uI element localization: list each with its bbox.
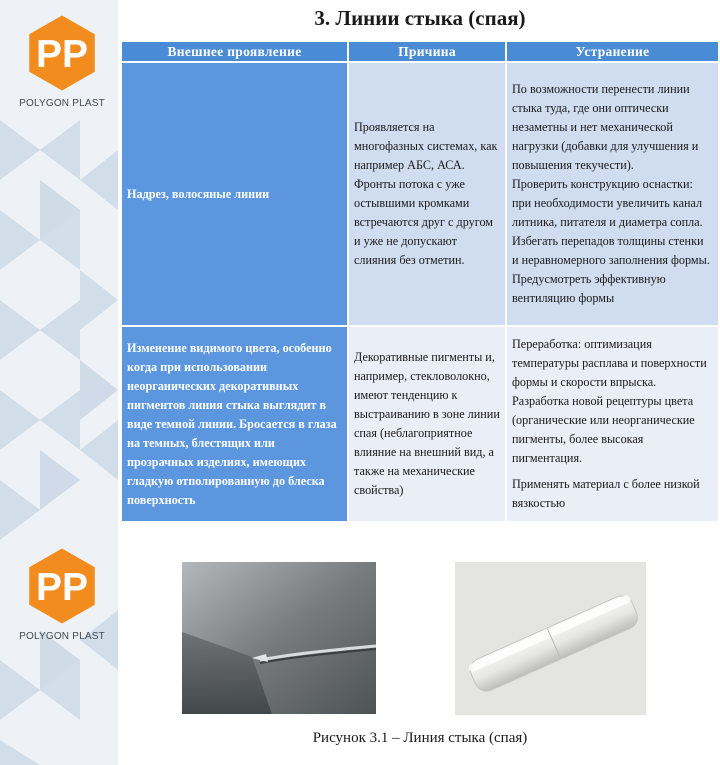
decorative-side-strip (0, 0, 118, 765)
remedy-cell (506, 326, 719, 522)
remedy-text: Переработка: оптимизация температуры расплава и поверхности формы и скорости впрыска. Разработка новой рецептуры цвета (органические или неорганические пигменты, более высокая пигментация. (512, 337, 707, 465)
cause-cell: Декоративные пигменты и, например, стекловолокно, имеют тенденцию к выстраиванию в зоне линии спая (неблагоприятное влияние на внешний вид, а также на механические свойства) (348, 326, 506, 522)
remedy-text: Проверить конструкцию оснастки: при необходимости увеличить канал литника, питателя и диаметра сопла. (512, 177, 703, 229)
figure-caption: Рисунок 3.1 – Линия стыка (спая) (312, 730, 528, 746)
cause-cell: Проявляется на многофазных системах, как например АБС, АСА. Фронты потока с уже остывшими кромками встречаются друг с другом и уже не допускают слияния без отметин. (348, 62, 506, 326)
svg-text:PP: PP (35, 566, 89, 610)
remedy-text: Избегать перепадов толщины стенки и неравномерного заполнения формы. (512, 234, 710, 267)
svg-text:PP: PP (35, 33, 89, 77)
weld-line-photo-dark (182, 562, 376, 714)
appearance-cell: Изменение видимого цвета, особенно когда при использовании неорганических декоративных пигментов линия стыка выглядит в виде темной линии. Бросается в глаза на темных, блестящих или прозрачных изделиях, имеющих гладкую отполированную до блеска поверхность (121, 326, 348, 522)
polygon-plast-logo-icon (23, 14, 101, 92)
polygon-plast-logo-icon (23, 547, 101, 625)
table-header-row (121, 41, 719, 62)
header-cause: Причина (348, 41, 506, 62)
table-row (121, 62, 719, 326)
remedy-text: Предусмотреть эффективную вентиляцию формы (512, 272, 666, 305)
brand-logo-top (18, 14, 106, 109)
weld-line-photo-white-bar (455, 562, 646, 715)
brand-name: POLYGON PLAST (19, 98, 105, 109)
remedy-text: По возможности перенести линии стыка туда, где они оптически незаметны и нет механической нагрузки (добавки для улучшения и повышения текучести). (512, 82, 699, 172)
page-title: 3. Линии стыка (спая) (314, 6, 526, 30)
header-appearance: Внешнее проявление (121, 41, 348, 62)
header-remedy: Устранение (506, 41, 719, 62)
appearance-cell: Надрез, волосяные линии (121, 62, 348, 326)
brand-name: POLYGON PLAST (19, 631, 105, 642)
table-row (121, 326, 719, 522)
remedy-text: Применять материал с более низкой вязкостью (512, 477, 700, 510)
remedy-cell (506, 62, 719, 326)
defects-table (120, 40, 720, 523)
brand-logo-bottom (18, 547, 106, 642)
